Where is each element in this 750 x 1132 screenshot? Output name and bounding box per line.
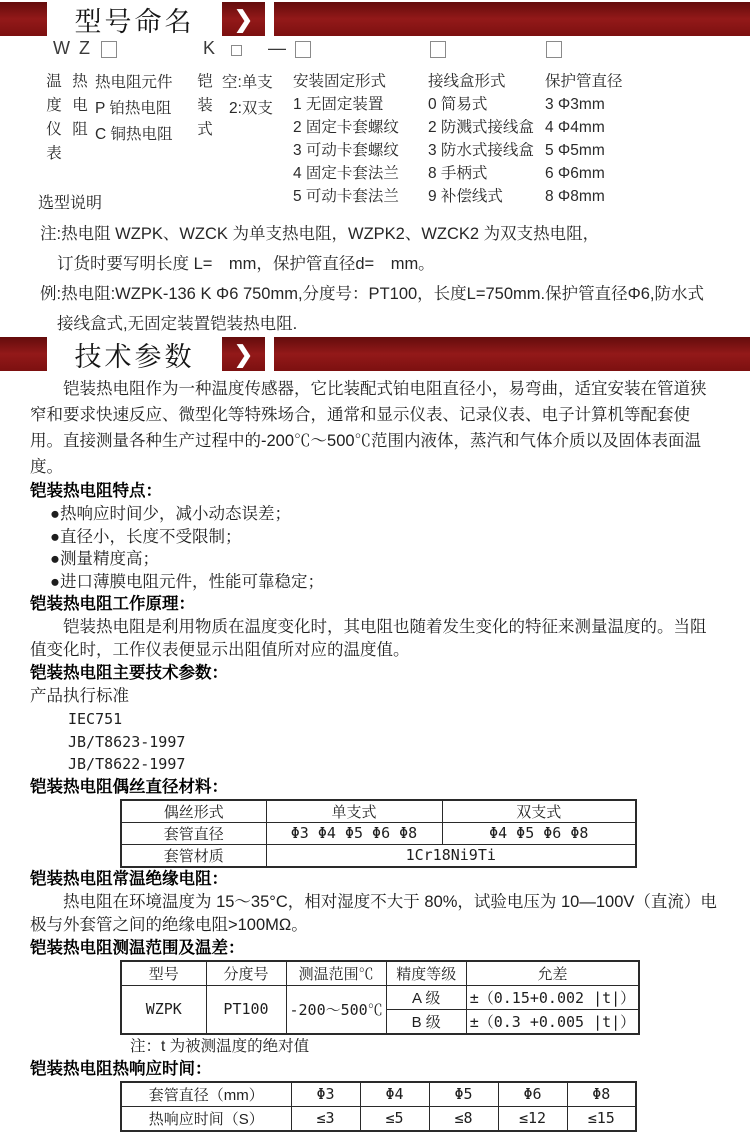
col-tube-diameter	[545, 70, 623, 208]
table-row	[121, 822, 636, 844]
banner-left-block	[0, 337, 47, 371]
naming-banner	[0, 2, 750, 36]
mounting-option: 2 固定卡套螺纹	[293, 119, 399, 136]
insulation-title: 铠装热电阻常温绝缘电阻：	[30, 869, 228, 888]
double-option: 2:双支	[229, 100, 273, 117]
response-cell: ≤12	[498, 1106, 567, 1131]
banner-bar	[274, 337, 750, 371]
diameter-option: 4 Φ4mm	[545, 119, 605, 136]
code-box-small	[231, 45, 242, 56]
code-box	[430, 41, 446, 58]
wire-cell: 偶丝形式	[121, 800, 266, 823]
diameter-header: 保护管直径	[545, 73, 623, 90]
naming-title: 型号命名	[74, 6, 195, 37]
range-title: 铠装热电阻测温范围及温差：	[30, 938, 245, 957]
table-row	[121, 800, 636, 823]
code-letter-k: K	[203, 38, 216, 58]
range-span: -200～500℃	[286, 985, 386, 1034]
banner-gap	[265, 337, 274, 371]
response-cell: 热响应时间（S）	[121, 1106, 291, 1131]
insulation-paragraph: 热电阻在环境温度为 15～35°C，相对湿度不大于 80%，试验电压为 10—100V（直流）电极与外套管之间的绝缘电阻>100MΩ。	[30, 892, 717, 934]
code-box	[295, 41, 311, 58]
model-code-row	[0, 38, 750, 64]
mounting-header: 安装固定形式	[293, 73, 387, 90]
range-grade: B 级	[386, 1009, 466, 1034]
features-list	[30, 503, 722, 593]
response-cell: Φ3	[291, 1082, 360, 1107]
diameter-option: 6 Φ6mm	[545, 165, 605, 182]
wire-cell: Φ4 Φ5 Φ6 Φ8	[442, 822, 636, 844]
code-dash: —	[268, 38, 286, 58]
diameter-option: 3 Φ3mm	[545, 96, 605, 113]
range-table	[120, 960, 640, 1035]
wire-cell: 套管材质	[121, 844, 266, 867]
params-title: 铠装热电阻主要技术参数：	[30, 664, 228, 682]
feature-item: ●直径小，长度不受限制；	[50, 527, 242, 546]
range-graduation: PT100	[206, 985, 286, 1034]
junction-option: 0 简易式	[428, 96, 488, 113]
response-cell: ≤3	[291, 1106, 360, 1131]
col-mounting	[293, 70, 399, 208]
range-header: 分度号	[206, 961, 286, 986]
standards-label: 产品执行标准	[30, 687, 129, 705]
single-option: 空:单支	[222, 74, 273, 91]
wire-title: 铠装热电阻偶丝直径材料：	[30, 777, 228, 796]
standard-item: JB/T8622-1997	[68, 755, 186, 773]
wire-cell: 双支式	[442, 800, 636, 823]
element-option: P 铂热电阻	[95, 100, 172, 117]
range-header: 精度等级	[386, 961, 466, 986]
mounting-option: 3 可动卡套螺纹	[293, 142, 399, 159]
wire-cell: 单支式	[266, 800, 442, 823]
range-grade: A 级	[386, 985, 466, 1009]
feature-item: ●进口薄膜电阻元件，性能可靠稳定；	[50, 572, 324, 591]
tech-body	[30, 376, 722, 1132]
junction-option: 9 补偿线式	[428, 188, 503, 205]
note-line: 注:热电阻 WZPK、WZCK 为单支热电阻，WZPK2、WZCK2 为双支热电阻，	[40, 225, 600, 243]
wire-cell: 1Cr18Ni9Ti	[266, 844, 636, 867]
range-header: 型号	[121, 961, 206, 986]
banner-bar	[274, 2, 750, 36]
table-row	[121, 1106, 636, 1131]
element-header: 热电阻元件	[95, 74, 173, 91]
col-junction-box	[428, 70, 534, 208]
standard-item: IEC751	[68, 710, 123, 728]
junction-option: 8 手柄式	[428, 165, 488, 182]
range-tolerance: ±（0.3 +0.005 |t|）	[466, 1009, 639, 1034]
response-cell: Φ6	[498, 1082, 567, 1107]
mounting-option: 4 固定卡套法兰	[293, 165, 399, 182]
junction-header: 接线盒形式	[428, 73, 506, 90]
junction-option: 3 防水式接线盒	[428, 142, 534, 159]
col-armored: 铠装式	[197, 73, 213, 138]
note-line: 例:热电阻:WZPK-136 K Φ6 750mm,分度号：PT100，长度L=750mm.保护管直径Φ6,防水式	[40, 285, 705, 303]
code-box	[546, 41, 562, 58]
table-row	[121, 985, 639, 1009]
naming-columns	[0, 70, 750, 218]
response-table	[120, 1081, 637, 1132]
table-row	[121, 844, 636, 867]
code-letter-z: Z	[79, 38, 90, 58]
selection-label: 选型说明	[38, 195, 103, 212]
element-option: C 铜热电阻	[95, 126, 173, 143]
col-thermal-resistance: 热电阻	[72, 73, 88, 138]
code-letter-w: W	[53, 38, 70, 58]
range-tolerance: ±（0.15+0.002 |t|）	[466, 985, 639, 1009]
wire-table	[120, 799, 637, 868]
mounting-option: 5 可动卡套法兰	[293, 188, 399, 205]
table-row	[121, 961, 639, 986]
standard-item: JB/T8623-1997	[68, 732, 186, 751]
diameter-option: 5 Φ5mm	[545, 142, 605, 159]
diameter-option: 8 Φ8mm	[545, 188, 605, 205]
response-cell: 套管直径（mm）	[121, 1082, 291, 1107]
feature-item: ●测量精度高；	[50, 550, 159, 568]
tech-title: 技术参数	[74, 341, 195, 372]
junction-option: 2 防溅式接线盒	[428, 119, 534, 136]
range-note: 注：t 为被测温度的绝对值	[130, 1037, 310, 1055]
range-header: 允差	[466, 961, 639, 986]
banner-left-block	[0, 2, 47, 36]
chevron-right-icon: ❯	[222, 337, 265, 371]
chevron-right-icon: ❯	[222, 2, 265, 36]
intro-paragraph: 铠装热电阻作为一种温度传感器，它比装配式铂电阻直径小，易弯曲，适宜安装在管道狭窄和要求快速反应、微型化等特殊场合，通常和显示仪表、记录仪表、电子计算机等配套使用。直接测量各种生产过程中的-200℃～500℃范围内液体，蒸汽和气体介质以及固体表面温度。	[30, 380, 707, 476]
response-cell: Φ4	[360, 1082, 429, 1107]
principle-title: 铠装热电阻工作原理：	[30, 595, 195, 613]
response-cell: Φ8	[567, 1082, 636, 1107]
table-row	[121, 1082, 636, 1107]
range-model: WZPK	[121, 985, 206, 1034]
range-header: 测温范围℃	[286, 961, 386, 986]
response-cell: ≤5	[360, 1106, 429, 1131]
mounting-option: 1 无固定装置	[293, 96, 384, 113]
naming-notes	[40, 219, 730, 339]
banner-gap	[265, 2, 274, 36]
note-line: 接线盒式,无固定装置铠装热电阻.	[57, 315, 298, 333]
col-element-type	[95, 70, 173, 148]
response-title: 铠装热电阻热响应时间：	[30, 1059, 212, 1078]
principle-paragraph: 铠装热电阻是利用物质在温度变化时，其电阻也随着发生变化的特征来测量温度的。当阻值变化时，工作仪表便显示出阻值所对应的温度值。	[30, 618, 707, 659]
response-cell: Φ5	[429, 1082, 498, 1107]
feature-item: ●热响应时间少，减小动态误差；	[50, 505, 291, 523]
response-cell: ≤8	[429, 1106, 498, 1131]
tech-banner	[0, 337, 750, 371]
col-single-double	[222, 70, 273, 122]
wire-cell: Φ3 Φ4 Φ5 Φ6 Φ8	[266, 822, 442, 844]
note-line: 订货时要写明长度 L= mm，保护管直径d= mm。	[57, 255, 435, 273]
wire-cell: 套管直径	[121, 822, 266, 844]
col-temperature-instrument: 温度仪表	[46, 73, 62, 162]
response-cell: ≤15	[567, 1106, 636, 1131]
code-box	[101, 41, 117, 58]
features-title: 铠装热电阻特点：	[30, 482, 162, 500]
